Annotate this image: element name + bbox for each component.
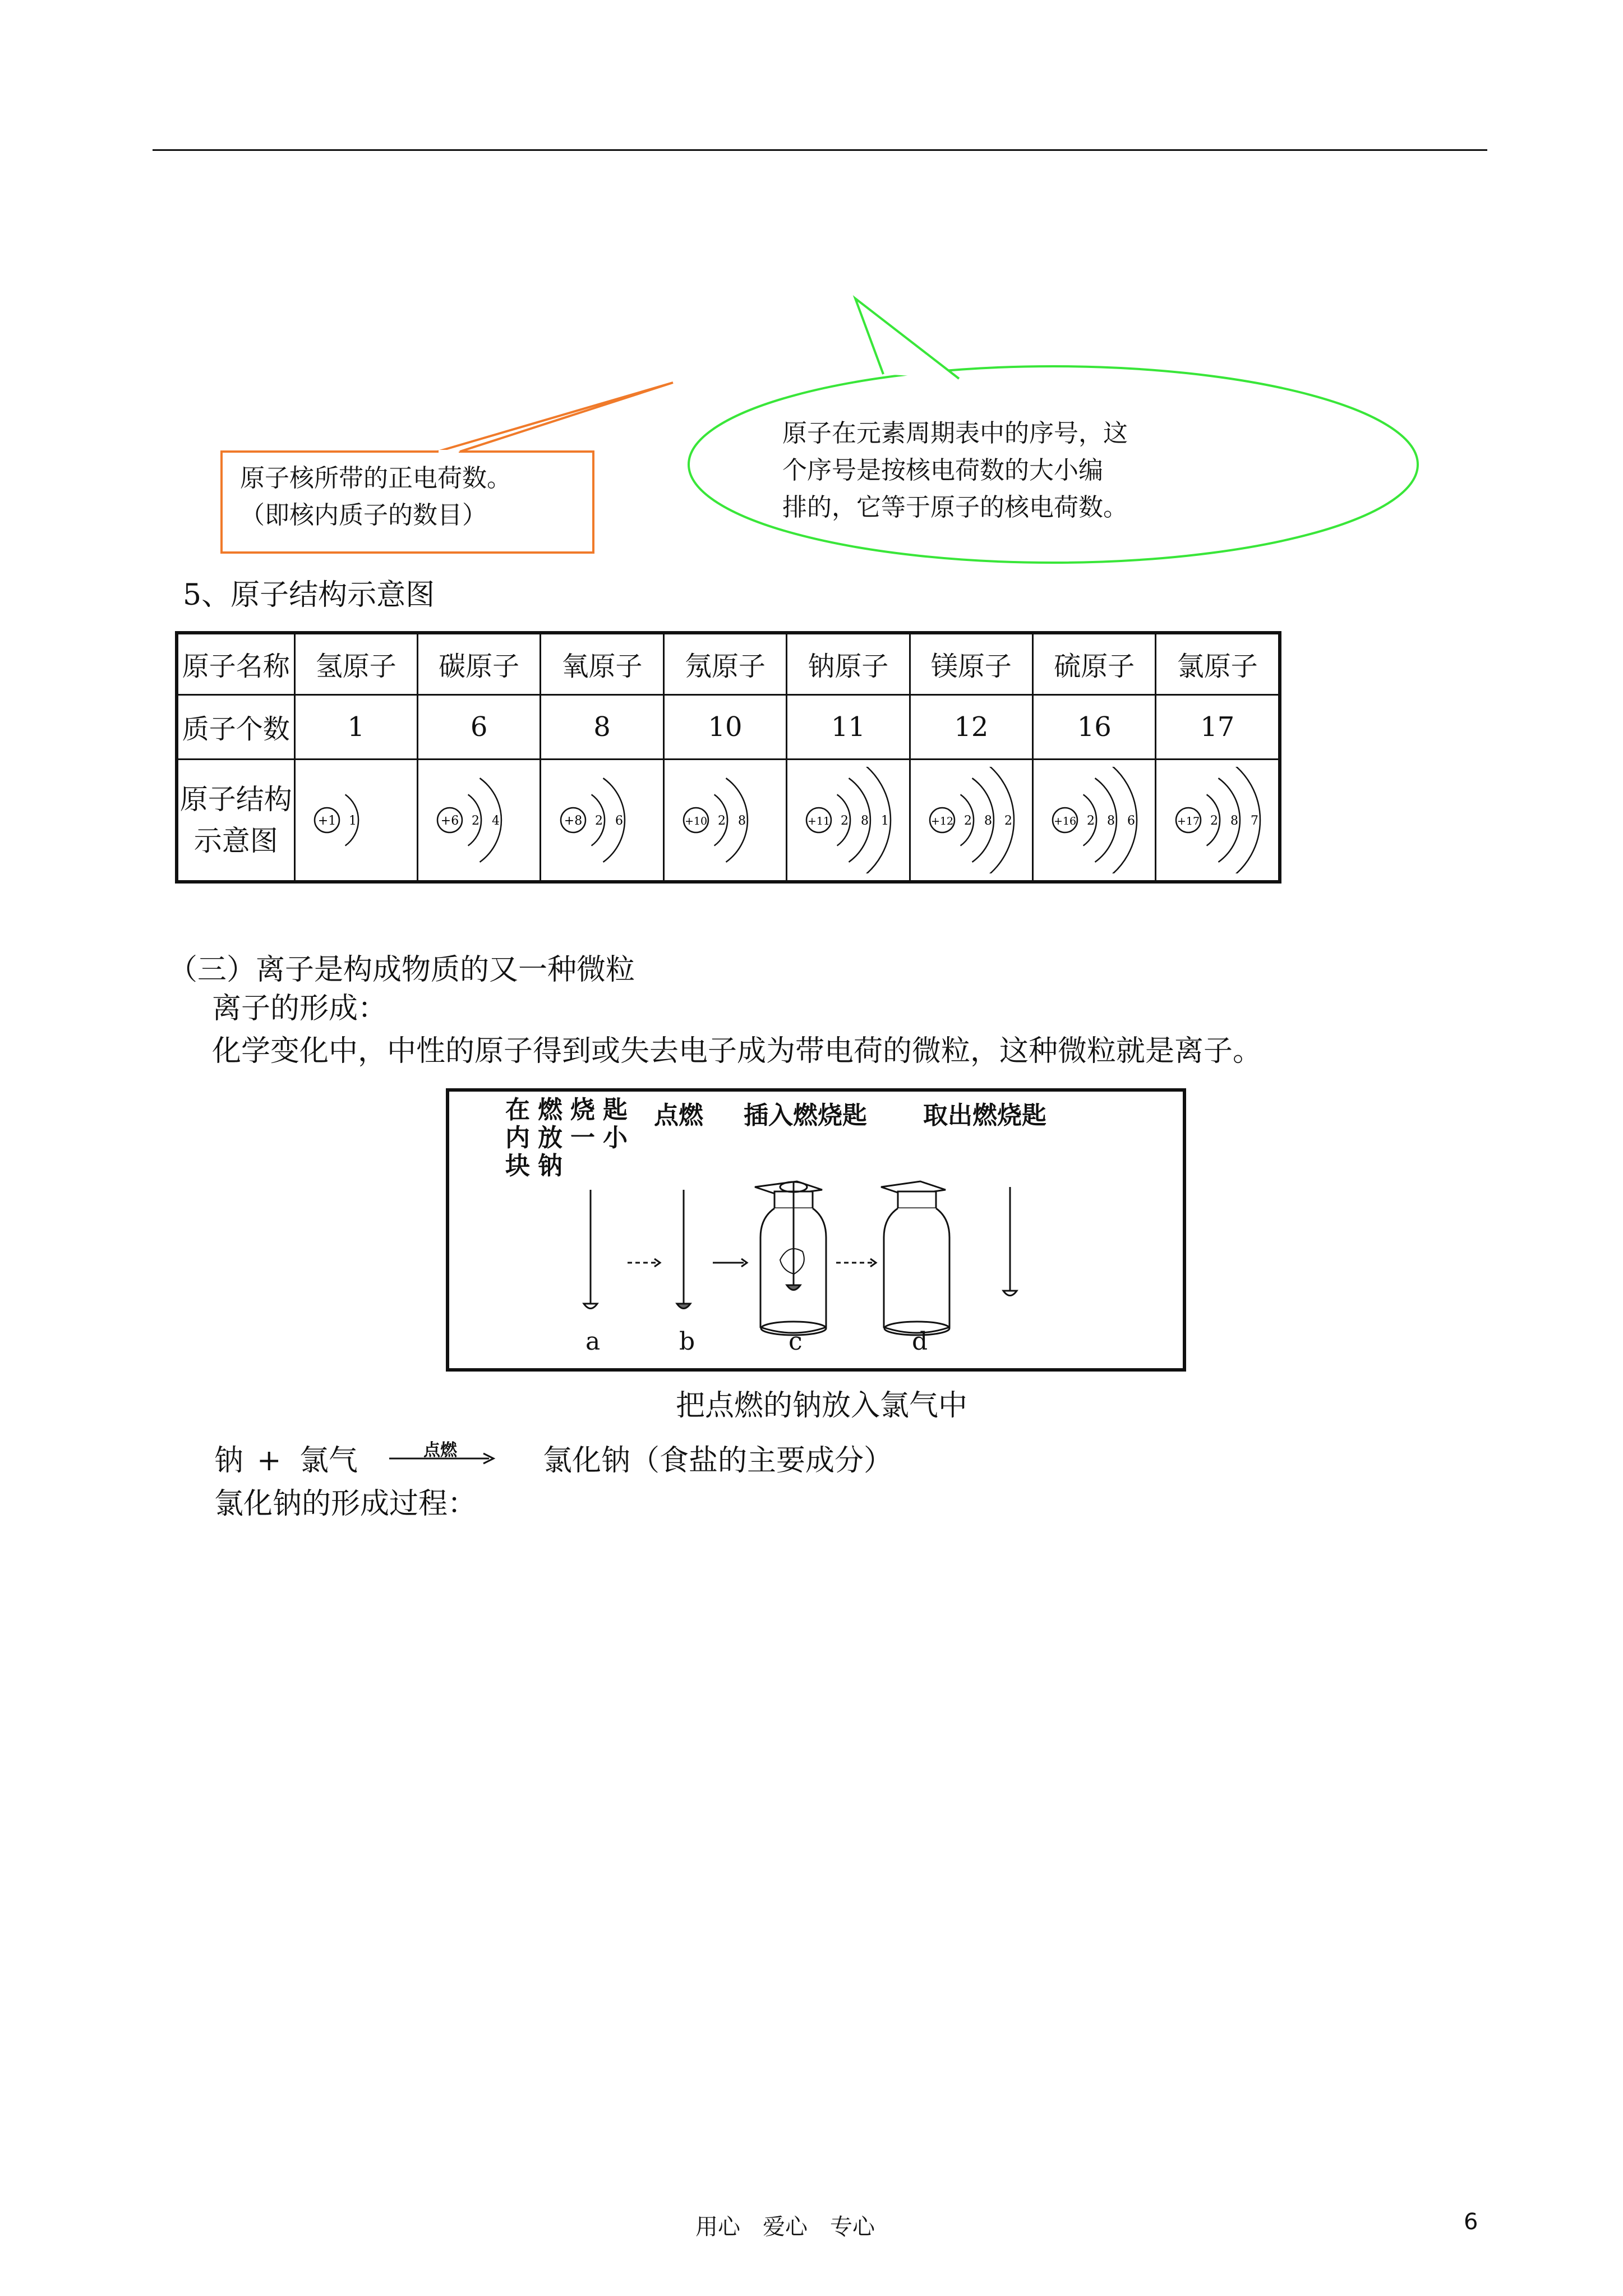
row-label-diagram-line1: 原子结构 bbox=[179, 783, 292, 816]
nucleus-charge: +8 bbox=[564, 813, 582, 828]
shell-electron-count: 6 bbox=[1127, 813, 1136, 828]
left-callout-line1: 原子核所带的正电荷数。 bbox=[240, 464, 511, 493]
nucleus-charge: +6 bbox=[440, 813, 459, 828]
nucleus-charge: +12 bbox=[930, 815, 953, 827]
shell-electron-count: 8 bbox=[1230, 813, 1238, 828]
footer-motto: 用心 爱心 专心 bbox=[695, 2214, 875, 2240]
atom-structure-table bbox=[175, 631, 1281, 884]
section5-heading: 5、原子结构示意图 bbox=[183, 578, 435, 612]
atom-name: 硫原子 bbox=[1033, 633, 1156, 694]
atom-structure-diagram bbox=[792, 767, 904, 873]
right-callout-text bbox=[782, 415, 1128, 526]
proton-count: 17 bbox=[1156, 694, 1280, 759]
section3-paragraph: 化学变化中，中性的原子得到或失去电子成为带电荷的微粒，这种微粒就是离子。 bbox=[212, 1034, 1262, 1068]
atom-diagram-cell bbox=[294, 759, 417, 882]
experiment-illustration bbox=[449, 1092, 1183, 1368]
step-a-label-line: 块钠 bbox=[505, 1152, 570, 1180]
atom-name: 碳原子 bbox=[417, 633, 540, 694]
proton-count: 16 bbox=[1033, 694, 1156, 759]
proton-count: 10 bbox=[663, 694, 786, 759]
atom-name: 氢原子 bbox=[294, 633, 417, 694]
right-callout-pointer bbox=[855, 298, 959, 379]
atom-name-row bbox=[177, 633, 1280, 694]
nucleus-charge: +16 bbox=[1054, 815, 1077, 827]
step-c-label: 插入燃烧匙 bbox=[744, 1101, 867, 1130]
atom-diagram-cell bbox=[663, 759, 786, 882]
shell-electron-count: 1 bbox=[881, 813, 889, 828]
atom-name: 钠原子 bbox=[787, 633, 910, 694]
step-d-label: 取出燃烧匙 bbox=[923, 1101, 1046, 1130]
atom-diagram-cell bbox=[787, 759, 910, 882]
proton-count: 1 bbox=[294, 694, 417, 759]
proton-count: 6 bbox=[417, 694, 540, 759]
shell-electron-count: 1 bbox=[348, 813, 357, 828]
shell-electron-count: 2 bbox=[717, 813, 726, 828]
equation-product: 氯化钠（食盐的主要成分） bbox=[543, 1444, 893, 1478]
atom-structure-diagram bbox=[669, 767, 781, 873]
atom-structure-diagram bbox=[915, 767, 1027, 873]
shell-electron-count: 6 bbox=[615, 813, 623, 828]
left-callout-pointer bbox=[437, 383, 673, 452]
atom-structure-diagram bbox=[423, 767, 535, 873]
atom-diagram-cell bbox=[1033, 759, 1156, 882]
shell-electron-count: 2 bbox=[1004, 813, 1012, 828]
footer-page-number: 6 bbox=[1464, 2209, 1478, 2235]
equation-reactant1: 钠 bbox=[214, 1444, 244, 1478]
shell-electron-count: 2 bbox=[1210, 813, 1218, 828]
atom-diagram-row bbox=[177, 759, 1280, 882]
atom-structure-diagram bbox=[1161, 767, 1274, 873]
nucleus-charge: +1 bbox=[317, 813, 336, 828]
equation-plus: + bbox=[257, 1444, 282, 1478]
step-c-letter: c bbox=[789, 1327, 803, 1356]
shell-electron-count: 8 bbox=[1107, 813, 1115, 828]
atom-structure-diagram bbox=[1038, 767, 1150, 873]
proton-count: 11 bbox=[787, 694, 910, 759]
atom-name: 氧原子 bbox=[541, 633, 663, 694]
left-callout-line2: （即核内质子的数目） bbox=[240, 501, 487, 530]
atom-name: 氖原子 bbox=[663, 633, 786, 694]
shell-electron-count: 2 bbox=[472, 813, 480, 828]
shell-electron-count: 8 bbox=[861, 813, 869, 828]
proton-count-row bbox=[177, 694, 1280, 759]
shell-electron-count: 2 bbox=[1087, 813, 1095, 828]
section3-heading: （三）离子是构成物质的又一种微粒 bbox=[168, 953, 635, 987]
atom-diagram-cell bbox=[910, 759, 1032, 882]
atom-diagram-cell bbox=[1156, 759, 1280, 882]
figure-caption: 把点燃的钠放入氯气中 bbox=[676, 1389, 968, 1423]
shell-electron-count: 8 bbox=[737, 813, 746, 828]
row-label-name: 原子名称 bbox=[177, 633, 294, 694]
proton-count: 12 bbox=[910, 694, 1032, 759]
row-label-diagram bbox=[177, 759, 294, 882]
step-b-label: 点燃 bbox=[654, 1101, 703, 1130]
closing-line: 氯化钠的形成过程： bbox=[214, 1487, 477, 1521]
equation-condition: 点燃 bbox=[423, 1441, 457, 1460]
step-d-letter: d bbox=[912, 1327, 928, 1356]
shell-electron-count: 7 bbox=[1250, 813, 1258, 828]
equation-arrow bbox=[387, 1450, 499, 1467]
atom-diagram-cell bbox=[417, 759, 540, 882]
row-label-diagram-line2: 示意图 bbox=[193, 824, 278, 857]
row-label-protons: 质子个数 bbox=[177, 694, 294, 759]
shell-electron-count: 2 bbox=[841, 813, 849, 828]
step-a-label-line: 内放一小 bbox=[505, 1124, 635, 1152]
nucleus-charge: +17 bbox=[1177, 815, 1200, 827]
atom-structure-diagram bbox=[546, 767, 658, 873]
right-callout-line2: 个序号是按核电荷数的大小编 bbox=[782, 456, 1103, 485]
shell-electron-count: 2 bbox=[594, 813, 603, 828]
shell-electron-count: 4 bbox=[492, 813, 500, 828]
left-callout-text bbox=[240, 460, 511, 534]
atom-name: 镁原子 bbox=[910, 633, 1032, 694]
step-a-label-line: 在燃烧匙 bbox=[505, 1096, 635, 1124]
section3-subheading: 离子的形成： bbox=[212, 992, 388, 1025]
equation-reactant2: 氯气 bbox=[299, 1444, 358, 1478]
step-b-letter: b bbox=[679, 1327, 695, 1356]
right-callout-line1: 原子在元素周期表中的序号，这 bbox=[782, 419, 1128, 448]
nucleus-charge: +11 bbox=[808, 815, 831, 827]
shell-electron-count: 2 bbox=[963, 813, 972, 828]
sodium-chlorine-figure bbox=[446, 1088, 1186, 1372]
proton-count: 8 bbox=[541, 694, 663, 759]
shell-electron-count: 8 bbox=[984, 813, 992, 828]
nucleus-charge: +10 bbox=[684, 815, 708, 827]
atom-structure-diagram bbox=[300, 767, 412, 873]
right-callout-line3: 排的，它等于原子的核电荷数。 bbox=[782, 493, 1128, 522]
atom-name: 氯原子 bbox=[1156, 633, 1280, 694]
step-a-letter: a bbox=[585, 1327, 601, 1356]
atom-diagram-cell bbox=[541, 759, 663, 882]
